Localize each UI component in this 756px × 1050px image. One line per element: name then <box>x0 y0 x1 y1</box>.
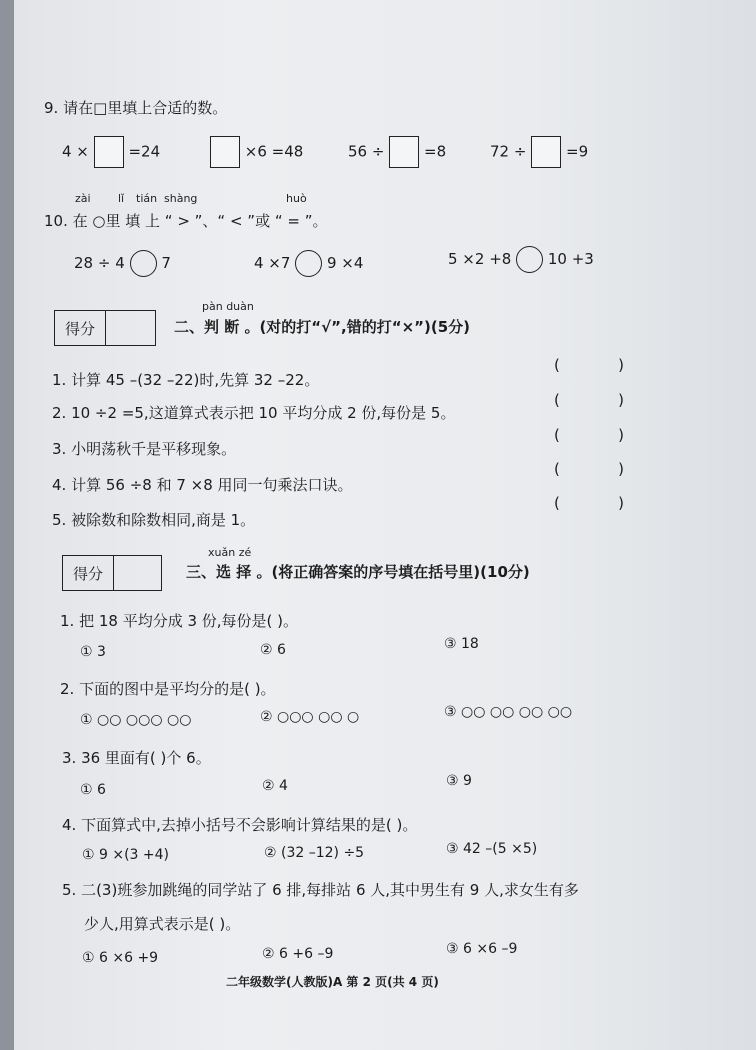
choice-q2-option-2[interactable]: ② ○○○ ○○ ○ <box>260 709 360 725</box>
answer-box[interactable] <box>531 136 561 168</box>
pinyin: zài <box>75 192 91 205</box>
q9-item-4-post: =9 <box>566 142 589 161</box>
answer-paren[interactable] <box>554 494 624 512</box>
pinyin: tián <box>136 192 158 205</box>
judge-item-3: 3. 小明荡秋千是平移现象。 <box>52 440 237 458</box>
paren-open: ( <box>554 460 560 478</box>
paren-open: ( <box>554 391 560 409</box>
pinyin: shàng <box>164 192 198 205</box>
q10-item-2-left: 4 ×7 <box>254 254 291 272</box>
judge-item-4: 4. 计算 56 ÷8 和 7 ×8 用同一句乘法口诀。 <box>52 476 353 494</box>
answer-paren[interactable] <box>554 356 624 374</box>
q10-item-3-left: 5 ×2 +8 <box>448 250 512 268</box>
paren-close: ) <box>618 391 624 409</box>
choice-q4-option-3[interactable]: ③ 42 –(5 ×5) <box>446 841 538 857</box>
q9-item-1-pre: 4 × <box>62 142 89 161</box>
score-blank[interactable] <box>106 311 155 345</box>
answer-paren[interactable] <box>554 391 624 409</box>
q9-item-2-post: ×6 =48 <box>244 142 304 161</box>
q9-item-1-post: =24 <box>128 142 161 161</box>
pinyin: lǐ <box>118 192 125 205</box>
section2-title: 二、判 断 。(对的打“√”,错的打“×”)(5分) <box>174 318 471 336</box>
q9-item-3-pre: 56 ÷ <box>348 142 385 161</box>
choice-q2-option-3[interactable]: ③ ○○ ○○ ○○ ○○ <box>444 704 573 720</box>
answer-paren[interactable] <box>554 460 624 478</box>
choice-q5-option-3[interactable]: ③ 6 ×6 –9 <box>446 941 518 957</box>
section3-title: 三、选 择 。(将正确答案的序号填在括号里)(10分) <box>186 563 530 581</box>
compare-circle[interactable] <box>516 246 543 273</box>
answer-box[interactable] <box>210 136 240 168</box>
choice-q5-stem-2: 少人,用算式表示是( )。 <box>84 915 241 933</box>
q10-title: 10. 在 ○里 填 上 “ > ”、“ < ”或 “ = ”。 <box>44 212 328 230</box>
compare-circle[interactable] <box>295 250 322 277</box>
choice-q4-option-1[interactable]: ① 9 ×(3 +4) <box>82 847 170 863</box>
q10-item-1 <box>74 250 171 277</box>
q10-item-1-left: 28 ÷ 4 <box>74 254 125 272</box>
paren-close: ) <box>618 356 624 374</box>
pinyin: huò <box>286 192 307 205</box>
paren-close: ) <box>618 460 624 478</box>
judge-item-5: 5. 被除数和除数相同,商是 1。 <box>52 511 256 529</box>
choice-q1-option-2[interactable]: ② 6 <box>260 642 286 658</box>
paren-close: ) <box>618 426 624 444</box>
pinyin: pàn duàn <box>202 300 254 313</box>
paren-open: ( <box>554 494 560 512</box>
choice-q5-option-2[interactable]: ② 6 +6 –9 <box>262 946 334 962</box>
judge-item-1: 1. 计算 45 –(32 –22)时,先算 32 –22。 <box>52 371 320 389</box>
page-footer: 二年级数学(人教版)A 第 2 页(共 4 页) <box>226 975 439 989</box>
answer-paren[interactable] <box>554 426 624 444</box>
q9-item-2 <box>210 136 303 168</box>
choice-q3-option-3[interactable]: ③ 9 <box>446 773 472 789</box>
q9-item-3-post: =8 <box>424 142 447 161</box>
q9-item-1 <box>62 136 160 168</box>
score-label: 得分 <box>63 556 114 590</box>
exam-page <box>14 0 756 1050</box>
q10-item-3 <box>448 246 594 273</box>
choice-q5-option-1[interactable]: ① 6 ×6 +9 <box>82 950 159 966</box>
pinyin: xuǎn zé <box>208 546 252 559</box>
choice-q4-stem: 4. 下面算式中,去掉小括号不会影响计算结果的是( )。 <box>62 816 418 834</box>
q9-item-3 <box>348 136 446 168</box>
score-box <box>62 555 162 591</box>
choice-q1-option-3[interactable]: ③ 18 <box>444 636 479 652</box>
score-box <box>54 310 156 346</box>
q10-item-2-right: 9 ×4 <box>327 254 364 272</box>
answer-box[interactable] <box>94 136 124 168</box>
score-blank[interactable] <box>114 556 161 590</box>
choice-q3-option-2[interactable]: ② 4 <box>262 778 288 794</box>
choice-q2-option-1[interactable]: ① ○○ ○○○ ○○ <box>80 712 192 728</box>
q10-item-3-right: 10 +3 <box>547 250 594 268</box>
q10-item-2 <box>254 250 363 277</box>
choice-q2-stem: 2. 下面的图中是平均分的是( )。 <box>60 680 276 698</box>
q10-item-1-right: 7 <box>161 254 171 272</box>
paren-open: ( <box>554 426 560 444</box>
choice-q1-stem: 1. 把 18 平均分成 3 份,每份是( )。 <box>60 612 299 630</box>
paren-open: ( <box>554 356 560 374</box>
score-label: 得分 <box>55 311 106 345</box>
paren-close: ) <box>618 494 624 512</box>
choice-q3-option-1[interactable]: ① 6 <box>80 782 106 798</box>
choice-q1-option-1[interactable]: ① 3 <box>80 644 106 660</box>
q9-title: 9. 请在□里填上合适的数。 <box>44 99 228 117</box>
choice-q3-stem: 3. 36 里面有( )个 6。 <box>62 749 211 767</box>
choice-q4-option-2[interactable]: ② (32 –12) ÷5 <box>264 845 365 861</box>
judge-item-2: 2. 10 ÷2 =5,这道算式表示把 10 平均分成 2 份,每份是 5。 <box>52 404 456 422</box>
choice-q5-stem: 5. 二(3)班参加跳绳的同学站了 6 排,每排站 6 人,其中男生有 9 人,求女生有多 <box>62 881 579 899</box>
q9-item-4 <box>490 136 588 168</box>
answer-box[interactable] <box>389 136 419 168</box>
compare-circle[interactable] <box>130 250 157 277</box>
q9-item-4-pre: 72 ÷ <box>490 142 527 161</box>
